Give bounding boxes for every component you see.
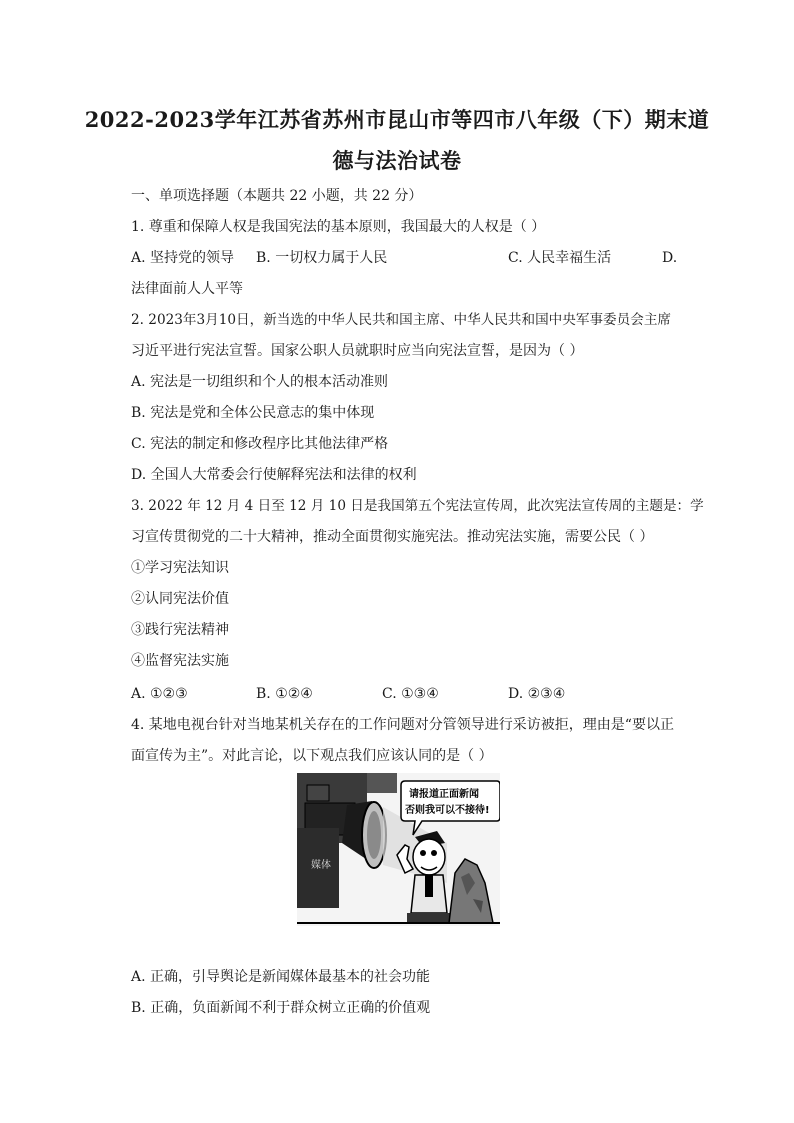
q4-option-a: A. 正确，引导舆论是新闻媒体最基本的社会功能 xyxy=(131,969,431,985)
q3-item-1: ①学习宪法知识 xyxy=(131,560,229,576)
q4-option-b: B. 正确，负面新闻不利于群众树立正确的价值观 xyxy=(131,1000,431,1016)
q3-stem-line-2: 习宣传贯彻党的二十大精神，推动全面贯彻实施宪法。推动宪法实施，需要公民（ ） xyxy=(131,529,654,545)
q3-stem-line-1: 3. 2022 年 12 月 4 日至 12 月 10 日是我国第五个宪法宣传周，此次宪法宣传周的主题是：学 xyxy=(131,498,704,514)
q2-option-c: C. 宪法的制定和修改程序比其他法律严格 xyxy=(131,436,389,452)
q3-option-d: D. ②③④ xyxy=(508,686,566,702)
speech-bubble-line-1: 请报道正面新闻 xyxy=(409,789,479,800)
q2-option-a: A. 宪法是一切组织和个人的根本活动准则 xyxy=(131,374,389,390)
q1-stem: 1. 尊重和保障人权是我国宪法的基本原则，我国最大的人权是（ ） xyxy=(131,219,546,235)
q3-item-4: ④监督宪法实施 xyxy=(131,653,229,669)
q2-stem-line-1: 2. 2023年3月10日，新当选的中华人民共和国主席、中华人民共和国中央军事委员会主席 xyxy=(131,312,672,328)
q3-item-2: ②认同宪法价值 xyxy=(131,591,229,607)
section-heading: 一、单项选择题（本题共 22 小题，共 22 分） xyxy=(131,188,423,204)
camera-media-label: 媒体 xyxy=(311,860,331,871)
q4-stem-line-1: 4. 某地电视台针对当地某机关存在的工作问题对分管领导进行采访被拒，理由是“要以正 xyxy=(131,717,674,733)
q1-option-b: B. 一切权力属于人民 xyxy=(256,250,388,266)
q1-option-c: C. 人民幸福生活 xyxy=(508,250,612,266)
q4-stem-line-2: 面宣传为主”。对此言论，以下观点我们应该认同的是（ ） xyxy=(131,748,493,764)
q2-option-b: B. 宪法是党和全体公民意志的集中体现 xyxy=(131,405,375,421)
q3-option-b: B. ①②④ xyxy=(256,686,313,702)
q2-option-d: D. 全国人大常委会行使解释宪法和法律的权利 xyxy=(131,467,417,483)
exam-title-line-2: 德与法治试卷 xyxy=(332,148,462,173)
exam-title-line-1: 2022-2023学年江苏省苏州市昆山市等四市八年级（下）期末道 xyxy=(84,107,710,132)
q3-option-a: A. ①②③ xyxy=(131,686,188,702)
speech-bubble-line-2: 否则我可以不接待! xyxy=(405,805,490,816)
q1-option-d-text: 法律面前人人平等 xyxy=(131,281,243,297)
q1-option-a: A. 坚持党的领导 xyxy=(131,250,235,266)
q4-cartoon-image xyxy=(297,773,500,926)
q3-item-3: ③践行宪法精神 xyxy=(131,622,229,638)
q1-option-d: D. xyxy=(662,250,678,266)
q2-stem-line-2: 习近平进行宪法宣誓。国家公职人员就职时应当向宪法宣誓，是因为（ ） xyxy=(131,343,584,359)
q3-option-c: C. ①③④ xyxy=(382,686,439,702)
